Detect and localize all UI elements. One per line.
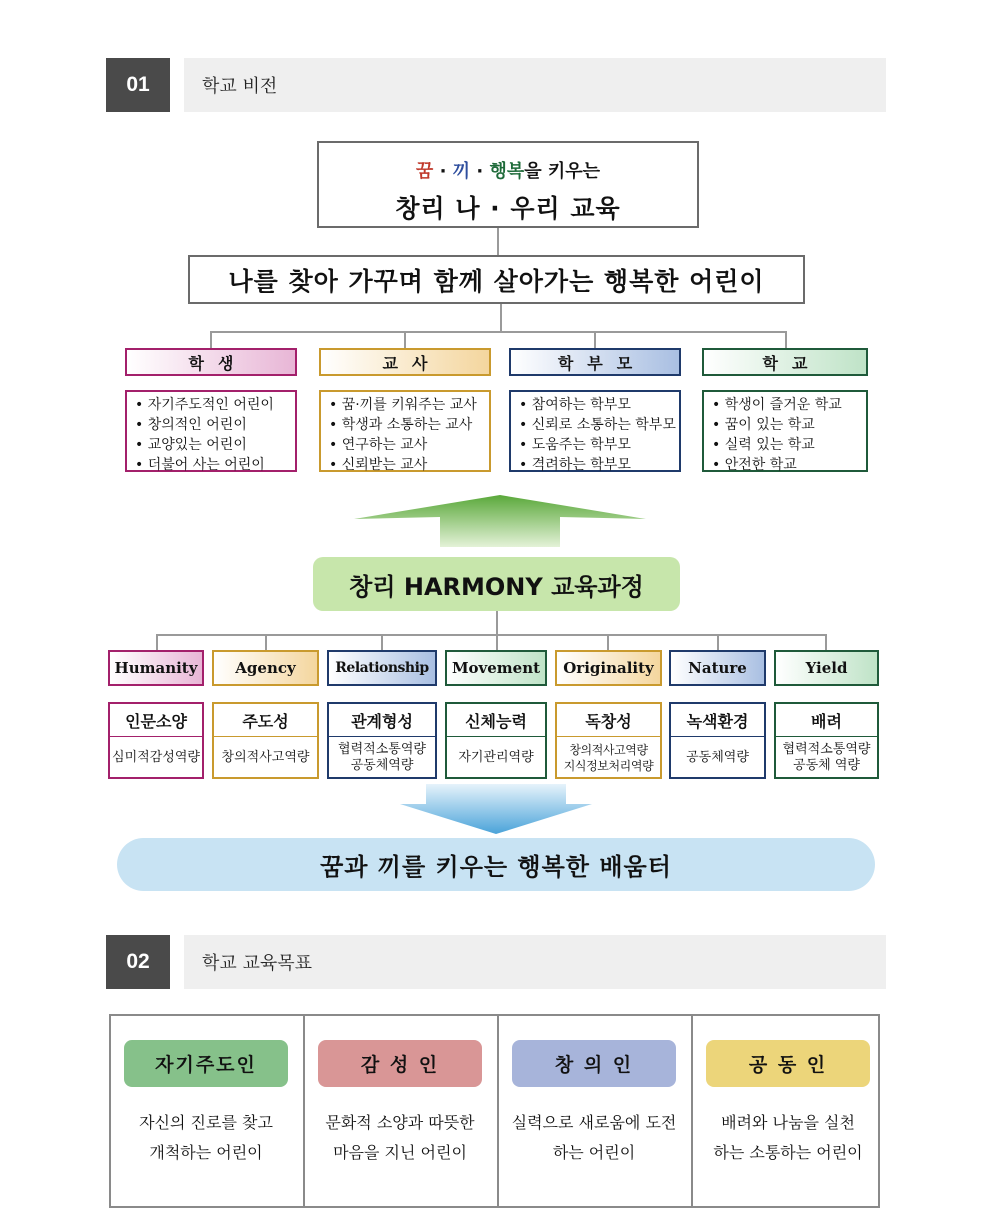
connector-line (156, 634, 158, 650)
list-item: • 꿈이 있는 학교 (712, 417, 815, 433)
slogan-happiness: 행복 (489, 161, 525, 182)
connector-line (825, 634, 827, 650)
curriculum-title: 창리 HARMONY 교육과정 (313, 557, 680, 611)
list-item: • 학생과 소통하는 교사 (329, 417, 473, 433)
list-item: • 꿈·끼를 키워주는 교사 (329, 397, 477, 413)
outcome-title: 꿈과 끼를 키우는 행복한 배움터 (117, 838, 875, 891)
component-body-yield (774, 702, 879, 779)
goal-cell (499, 1016, 693, 1206)
component-body-agency (212, 702, 319, 779)
group-list-student (125, 390, 297, 472)
group-head-student: 학생 (125, 348, 297, 376)
list-item: • 학생이 즐거운 학교 (712, 397, 842, 413)
goal-badge: 창 의 인 (512, 1040, 676, 1087)
goals-table (109, 1014, 880, 1208)
component-body-nature (669, 702, 766, 779)
goal-desc: 배려와 나눔을 실천 하는 소통하는 어린이 (713, 1113, 863, 1162)
component-title: 주도성 (214, 704, 317, 737)
component-desc: 협력적소통역량 공동체역량 (338, 742, 426, 773)
component-head-movement: Movement (445, 650, 547, 686)
component-desc: 창의적사고역량 지식정보처리역량 (563, 743, 654, 773)
list-item: • 신뢰로 소통하는 학부모 (519, 417, 676, 433)
component-desc: 공동체역량 (686, 750, 749, 765)
component-body-originality (555, 702, 662, 779)
goal-desc: 자신의 진로를 찾고 개척하는 어린이 (139, 1113, 273, 1162)
connector-line (381, 634, 383, 650)
goal-badge: 감 성 인 (318, 1040, 482, 1087)
component-body-movement (445, 702, 547, 779)
list-item: • 연구하는 교사 (329, 437, 428, 453)
group-list-teacher (319, 390, 491, 472)
list-item: • 실력 있는 학교 (712, 437, 815, 453)
section-title: 학교 비전 (184, 58, 886, 112)
list-item: • 격려하는 학부모 (519, 457, 631, 473)
list-item: • 더불어 사는 어린이 (135, 457, 265, 473)
vision-slogan-box (317, 141, 699, 228)
connector-line (594, 331, 596, 348)
group-head-school: 학교 (702, 348, 868, 376)
connector-line (496, 634, 498, 650)
section-number: 01 (106, 58, 170, 112)
list-item: • 참여하는 학부모 (519, 397, 631, 413)
component-head-agency: Agency (212, 650, 319, 686)
component-desc: 협력적소통역량 공동체 역량 (782, 742, 871, 773)
list-item: • 자기주도적인 어린이 (135, 397, 274, 413)
connector-line (607, 634, 609, 650)
component-head-originality: Originality (555, 650, 662, 686)
group-head-teacher: 교사 (319, 348, 491, 376)
connector-line (210, 331, 212, 348)
goal-cell (693, 1016, 878, 1206)
component-body-humanity (108, 702, 204, 779)
component-head-humanity: Humanity (108, 650, 204, 686)
goal-desc: 문화적 소양과 따뜻한 마음을 지닌 어린이 (325, 1113, 475, 1162)
up-arrow-icon (350, 493, 650, 548)
connector-line (500, 304, 502, 332)
list-item: • 교양있는 어린이 (135, 437, 247, 453)
connector-line (265, 634, 267, 650)
section-number: 02 (106, 935, 170, 989)
goal-badge: 자기주도인 (124, 1040, 288, 1087)
component-title: 배려 (776, 704, 877, 737)
component-title: 인문소양 (110, 704, 202, 737)
component-head-nature: Nature (669, 650, 766, 686)
connector-line (496, 611, 498, 635)
slogan-dot: · (433, 161, 453, 182)
vision-headline: 창리 나 · 우리 교육 (395, 194, 621, 223)
down-arrow-icon (396, 782, 596, 836)
group-list-parent (509, 390, 681, 472)
connector-line (717, 634, 719, 650)
list-item: • 창의적인 어린이 (135, 417, 247, 433)
section-title: 학교 교육목표 (184, 935, 886, 989)
slogan-dot: · (470, 161, 490, 182)
goal-badge: 공 동 인 (706, 1040, 870, 1087)
slogan-rest: 을 키우는 (524, 161, 601, 182)
component-desc: 창의적사고역량 (221, 750, 310, 765)
component-body-relationship (327, 702, 437, 779)
component-title: 독창성 (557, 704, 660, 737)
group-list-school (702, 390, 868, 472)
list-item: • 신뢰받는 교사 (329, 457, 428, 473)
component-head-relationship: Relationship (327, 650, 437, 686)
component-desc: 심미적감성역량 (112, 750, 200, 765)
vision-goal: 나를 찾아 가꾸며 함께 살아가는 행복한 어린이 (188, 255, 805, 304)
connector-line (785, 331, 787, 348)
connector-line (404, 331, 406, 348)
list-item: • 도움주는 학부모 (519, 437, 631, 453)
connector-line (210, 331, 786, 333)
vision-slogan (319, 157, 697, 183)
goal-cell (111, 1016, 305, 1206)
slogan-dream: 꿈 (415, 161, 434, 182)
connector-line (156, 634, 826, 636)
slogan-talent: 끼 (452, 161, 471, 182)
connector-line (497, 228, 499, 255)
group-head-parent: 학부모 (509, 348, 681, 376)
component-head-yield: Yield (774, 650, 879, 686)
component-desc: 자기관리역량 (458, 750, 534, 765)
component-title: 관계형성 (329, 704, 435, 737)
component-title: 녹색환경 (671, 704, 764, 737)
list-item: • 안전한 학교 (712, 457, 797, 473)
component-title: 신체능력 (447, 704, 545, 737)
goal-cell (305, 1016, 499, 1206)
goal-desc: 실력으로 새로움에 도전 하는 어린이 (511, 1113, 677, 1162)
